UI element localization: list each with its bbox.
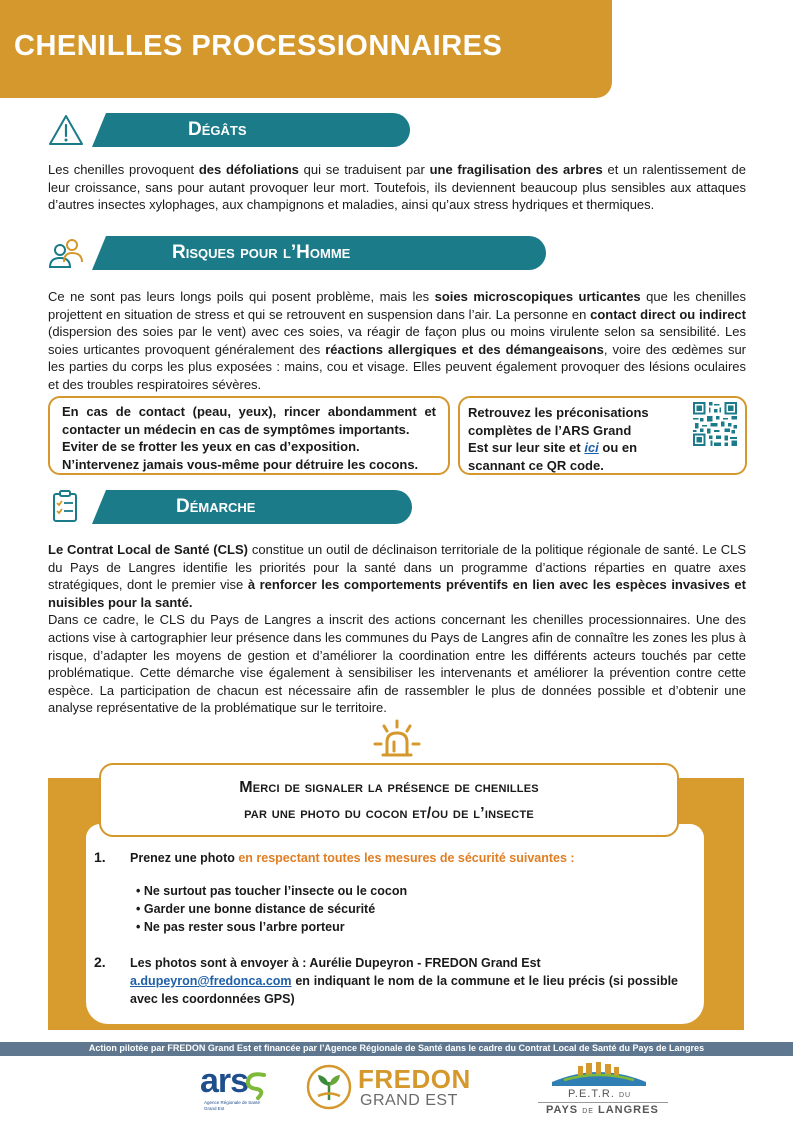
footer-bar [0, 1042, 793, 1056]
ars-swoosh-icon [238, 1070, 268, 1100]
advice-line: Eviter de se frotter les yeux en cas d’exposition. [62, 439, 360, 454]
report-heading-box [99, 763, 679, 837]
risques-paragraph: Ce ne sont pas leurs longs poils qui posent problème, mais les soies microscopiques urticantes que les chenilles projettent en situation de stress et qui se retrouvent en suspension dans l’air. La personne en contact direct ou indirect (dispersion des soies par le vent) avec ces soies, va réagir de façon plus ou moins virulente selon sa sensibilité. Les soies urticantes provoquent généralement des réactions allergiques et des démangeaisons, voire des œdèmes sur les parties du corps les plus exposées : mains, cou et visage. Elles peuvent également provoquer des lésions oculaires et des troubles respiratoires sévères. [48, 289, 747, 392]
fredon-logo [306, 1062, 488, 1112]
section-heading-demarche: Démarche [176, 496, 256, 517]
title-banner [0, 0, 612, 98]
report-heading-line1: Merci de signaler la présence de chenilles [239, 779, 539, 796]
ars-logo: ars Agence Régionale de Santé Grand Est [198, 1066, 274, 1114]
demarche-paragraph: Le Contrat Local de Santé (CLS) constitue un outil de déclinaison territoriale de la politique régionale de santé. Le CLS du Pays de Langres identifie les priorités pour la santé dans un programme d’actions réparties en quatre axes stratégiques, dont le premier vise à renforcer les comportements préventifs en lien avec les espèces invasives et nuisibles pour la santé. Dans ce cadre, le CLS du Pays de Langres a inscrit des actions concernant les chenilles processionnaires. Une des actions vise à cartographier leur présence dans les communes du Pays de Langres afin de connaître les zones les plus à risque, d’adapter les moyens de gestion et d’améliorer la coordination entre les différents acteurs touchés par cette problématique. Cette démarche vise également à sensibiliser les intervenants et améliorer la prévention contre cette espèce. La participation de chacun est nécessaire afin de rassembler le plus de données possible et d’obtenir une analyse représentative de la problématique sur le territoire. [48, 542, 746, 716]
footer-text: Action pilotée par FREDON Grand Est et financée par l’Agence Régionale de Santé dans le cadre du Contrat Local de Santé du Pays de Langres [88, 1043, 705, 1053]
fredon-logo-subtext: GRAND EST [360, 1092, 458, 1109]
petr-logo-bottom: PAYS DE LANGRES [546, 1104, 659, 1116]
section-header-degats [46, 112, 410, 148]
petr-logo [538, 1060, 668, 1116]
ars-link[interactable]: ici [584, 440, 599, 455]
step-2-details: a.dupeyron@fredonca.com en indiquant le nom de la commune et le lieu précis (si possible avec les coordonnées GPS) [130, 974, 678, 1006]
section-heading-risques: Risques pour l’Homme [172, 242, 351, 263]
safety-list [136, 882, 407, 936]
section-header-risques [46, 235, 546, 271]
contact-advice-box [48, 396, 450, 475]
checklist-icon [46, 489, 86, 525]
section-header-bar [92, 113, 410, 147]
step-2-text: Les photos sont à envoyer à : Aurélie Dupeyron - FREDON Grand Est [130, 956, 541, 970]
advice-line: N’intervenez jamais vous-même pour détruire les cocons. [62, 456, 419, 472]
people-icon [46, 235, 86, 271]
ars-logo-text: ars [200, 1062, 249, 1100]
list-item: • Ne surtout pas toucher l’insecte ou le cocon [136, 884, 408, 898]
step-number: 1. [94, 849, 106, 865]
list-item: • Garder une bonne distance de sécurité [136, 902, 376, 916]
advice-line: En cas de contact (peau, yeux), rincer abondamment et contacter un médecin en cas de symptômes importants. [62, 404, 436, 437]
section-heading-degats: Dégâts [188, 119, 247, 140]
email-link[interactable]: a.dupeyron@fredonca.com [130, 974, 292, 988]
alarm-light-icon [370, 718, 424, 760]
step-1-text: Prenez une photo en respectant toutes les mesures de sécurité suivantes : [130, 851, 575, 865]
ars-info-text: Retrouvez les préconisations complètes de l’ARS Grand Est sur leur site et ici ou en scannant ce QR code. [468, 405, 649, 473]
fredon-logo-text: FREDON [358, 1064, 471, 1094]
qr-code-icon[interactable] [693, 402, 737, 446]
page-title: CHENILLES PROCESSIONNAIRES [14, 30, 503, 62]
warning-triangle-icon [46, 112, 86, 148]
list-item: • Ne pas rester sous l’arbre porteur [136, 920, 345, 934]
step-number: 2. [94, 954, 106, 970]
degats-paragraph: Les chenilles provoquent des défoliations qui se traduisent par une fragilisation des arbres et un ralentissement de leur croissance, sans pour autant provoquer leur mort. Toutefois, ils deviennent beaucoup plus sensibles aux attaques d’autres insectes xylophages, aux champignons et maladies, ainsi qu’aux stress hydriques et thermiques. [48, 162, 746, 213]
section-header-demarche [46, 489, 412, 525]
fredon-leaf-icon [306, 1064, 352, 1110]
petr-logo-top: P.E.T.R. DU [568, 1088, 632, 1100]
report-heading-line2: par une photo du cocon et/ou de l’insecte [244, 805, 534, 822]
petr-skyline-icon [550, 1060, 648, 1086]
